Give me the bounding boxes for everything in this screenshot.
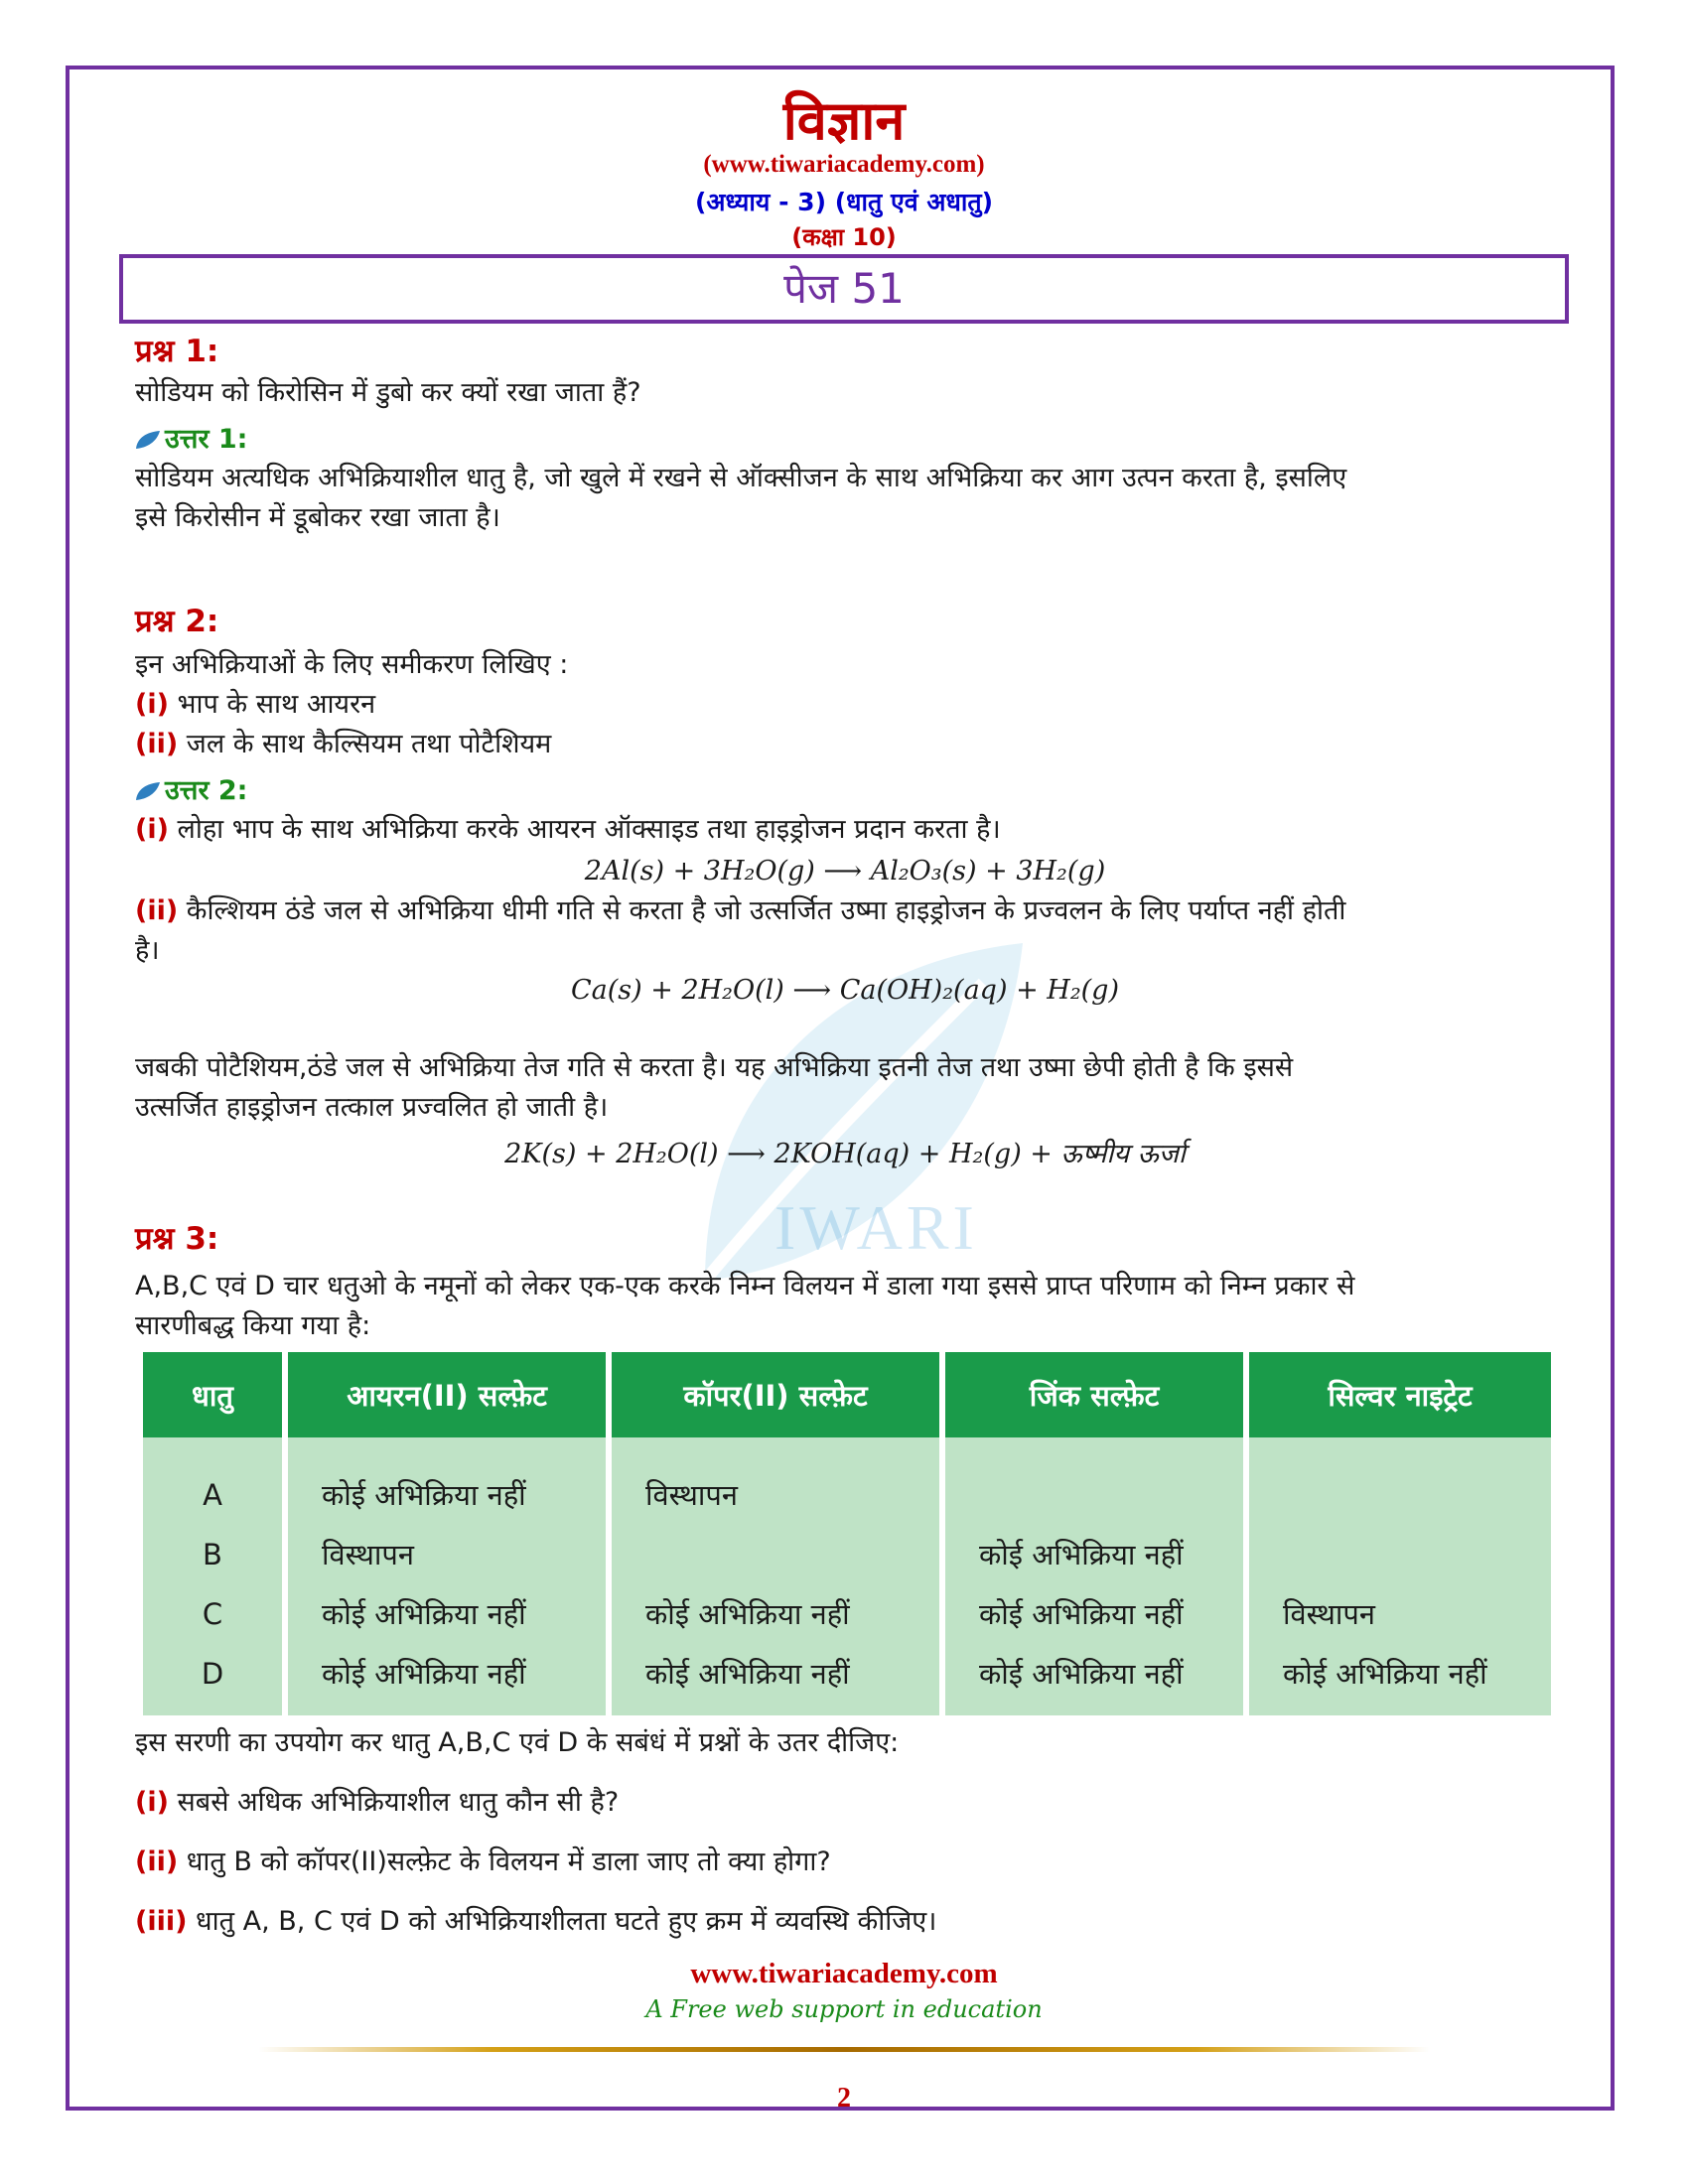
iron-sulphate-column — [288, 1437, 606, 1715]
answer-1-heading — [135, 419, 1555, 456]
table-cell: कोई अभिक्रिया नहीं — [979, 1657, 1184, 1691]
footer-divider — [258, 2047, 1430, 2052]
table-cell: विस्थापन — [645, 1478, 738, 1512]
table-cell: कोई अभिक्रिया नहीं — [322, 1597, 526, 1631]
page-number-box: पेज 51 — [119, 254, 1569, 324]
table-cell: कोई अभिक्रिया नहीं — [979, 1538, 1184, 1571]
answer-1-line-2: इसे किरोसीन में डूबोकर रखा जाता है। — [135, 502, 500, 533]
copper-sulphate-column — [612, 1437, 939, 1715]
table-cell — [1283, 1465, 1550, 1525]
sub-3-text: धातु A, B, C एवं D को अभिक्रियाशीलता घटते हुए क्रम में व्यवस्थि कीजिए। — [196, 1906, 937, 1937]
table-cell: कोई अभिक्रिया नहीं — [645, 1597, 850, 1631]
zinc-sulphate-column — [945, 1437, 1243, 1715]
page-number: 2 — [837, 2083, 851, 2114]
leaf-icon — [135, 781, 161, 801]
question-3-instruction: इस सरणी का उपयोग कर धातु A,B,C एवं D के सबंधं में प्रश्नों के उतर दीजिए: — [135, 1727, 900, 1758]
question-3-sub-1 — [135, 1783, 1555, 1823]
question-3-line-1: A,B,C एवं D चार धतुओ के नमूनों को लेकर एक-एक करके निम्न विलयन में डाला गया इससे प्राप्त परिणाम को निम्न प्रकार से — [135, 1271, 1355, 1301]
part-1-marker: (i) — [135, 689, 169, 720]
sub-2-text: धातु B को कॉपर(II)सल्फ़ेट के विलयन में डाला जाए तो क्या होगा? — [186, 1846, 831, 1877]
answer-1-line-1: सोडियम अत्यधिक अभिक्रियाशील धातु है, जो खुले में रखने से ऑक्सीजन के साथ अभिक्रिया कर आग उत्पन करता है, इसलिए — [135, 463, 1347, 493]
answer-2-potassium-line-1: जबकी पोटैशियम,ठंडे जल से अभिक्रिया तेज गति से करता है। यह अभिक्रिया इतनी तेज तथा उष्मा छेपी होती है कि इससे — [135, 1052, 1294, 1083]
table-cell — [645, 1525, 938, 1584]
question-2-part-2 — [135, 725, 1555, 764]
table-body-row — [143, 1437, 1551, 1715]
chapter-label: (अध्याय - 3) (धातु एवं अधातु) — [695, 188, 993, 216]
answer-1-heading-text: उत्तर 1: — [165, 424, 248, 455]
equation-1: 2Al(s) + 3H₂O(g) ⟶ Al₂O₃(s) + 3H₂(g) — [584, 856, 1106, 887]
silver-nitrate-column — [1249, 1437, 1551, 1715]
table-cell: कोई अभिक्रिया नहीं — [322, 1657, 526, 1691]
question-3-sub-2 — [135, 1843, 1555, 1882]
part-2-text: जल के साथ कैल्सियम तथा पोटैशियम — [186, 729, 552, 759]
table-cell: कोई अभिक्रिया नहीं — [322, 1478, 526, 1512]
footer-tagline: A Free web support in education — [645, 1995, 1043, 2023]
part-2-marker: (ii) — [135, 729, 179, 759]
answer-2-part-2-line-1 — [135, 891, 1555, 931]
answer-part-1-marker: (i) — [135, 814, 169, 845]
question-3-line-2: सारणीबद्ध किया गया है: — [135, 1310, 371, 1341]
header-zinc-sulphate: जिंक सल्फ़ेट — [945, 1352, 1243, 1437]
equation-3: 2K(s) + 2H₂O(l) ⟶ 2KOH(aq) + H₂(g) + ऊष्मीय ऊर्जा — [504, 1139, 1186, 1169]
question-3-heading: प्रश्न 3: — [135, 1221, 219, 1257]
question-1-heading: प्रश्न 1: — [135, 334, 219, 369]
class-label: (कक्षा 10) — [791, 223, 897, 251]
answer-part-2-marker: (ii) — [135, 895, 179, 926]
metal-column — [143, 1437, 282, 1715]
footer-website-link[interactable]: www.tiwariacademy.com — [690, 1958, 998, 1989]
question-2-text: इन अभिक्रियाओं के लिए समीकरण लिखिए : — [135, 649, 569, 680]
equation-2: Ca(s) + 2H₂O(l) ⟶ Ca(OH)₂(aq) + H₂(g) — [570, 975, 1119, 1006]
table-cell — [979, 1465, 1242, 1525]
metal-a: A — [203, 1478, 222, 1512]
answer-2-heading-text: उत्तर 2: — [165, 775, 248, 806]
sub-1-text: सबसे अधिक अभिक्रियाशील धातु कौन सी है? — [177, 1787, 620, 1818]
reaction-results-table — [137, 1352, 1557, 1715]
metal-c: C — [202, 1597, 223, 1631]
watermark-text: IWARI — [774, 1192, 978, 1263]
answer-2-potassium-line-2: उत्सर्जित हाइड्रोजन तत्काल प्रज्वलित हो जाती है। — [135, 1092, 609, 1123]
header-iron-sulphate: आयरन(II) सल्फ़ेट — [288, 1352, 606, 1437]
question-3-sub-3 — [135, 1902, 1555, 1942]
page-title: विज्ञान — [782, 89, 906, 152]
metal-d: D — [201, 1657, 224, 1691]
answer-2-part-2-line-2: है। — [135, 935, 160, 966]
table-cell: विस्थापन — [322, 1538, 414, 1571]
question-2-part-1 — [135, 685, 1555, 725]
leaf-icon — [135, 430, 161, 450]
sub-2-marker: (ii) — [135, 1846, 179, 1877]
question-2-heading: प्रश्न 2: — [135, 604, 219, 639]
sub-3-marker: (iii) — [135, 1906, 188, 1937]
answer-2-heading — [135, 770, 1555, 807]
sub-1-marker: (i) — [135, 1787, 169, 1818]
answer-part-1-text: लोहा भाप के साथ अभिक्रिया करके आयरन ऑक्साइड तथा हाइड्रोजन प्रदान करता है। — [177, 814, 1001, 845]
table-cell: कोई अभिक्रिया नहीं — [645, 1657, 850, 1691]
header-copper-sulphate: कॉपर(II) सल्फ़ेट — [612, 1352, 939, 1437]
table-header-row — [143, 1352, 1551, 1437]
answer-2-part-1 — [135, 810, 1555, 850]
part-1-text: भाप के साथ आयरन — [177, 689, 376, 720]
metal-b: B — [203, 1538, 222, 1571]
table-cell: कोई अभिक्रिया नहीं — [979, 1597, 1184, 1631]
header-silver-nitrate: सिल्वर नाइट्रेट — [1249, 1352, 1551, 1437]
question-1-text: सोडियम को किरोसिन में डुबो कर क्यों रखा जाता हैं? — [135, 377, 641, 408]
answer-part-2-text: कैल्शियम ठंडे जल से अभिक्रिया धीमी गति से करता है जो उत्सर्जित उष्मा हाइड्रोजन के प्रज्वलन के लिए पर्याप्त नहीं होती — [186, 895, 1346, 926]
header-website[interactable]: (www.tiwariacademy.com) — [703, 151, 985, 178]
table-cell: विस्थापन — [1283, 1597, 1375, 1631]
header-metal: धातु — [143, 1352, 282, 1437]
table-cell — [1283, 1525, 1550, 1584]
table-cell: कोई अभिक्रिया नहीं — [1283, 1657, 1487, 1691]
